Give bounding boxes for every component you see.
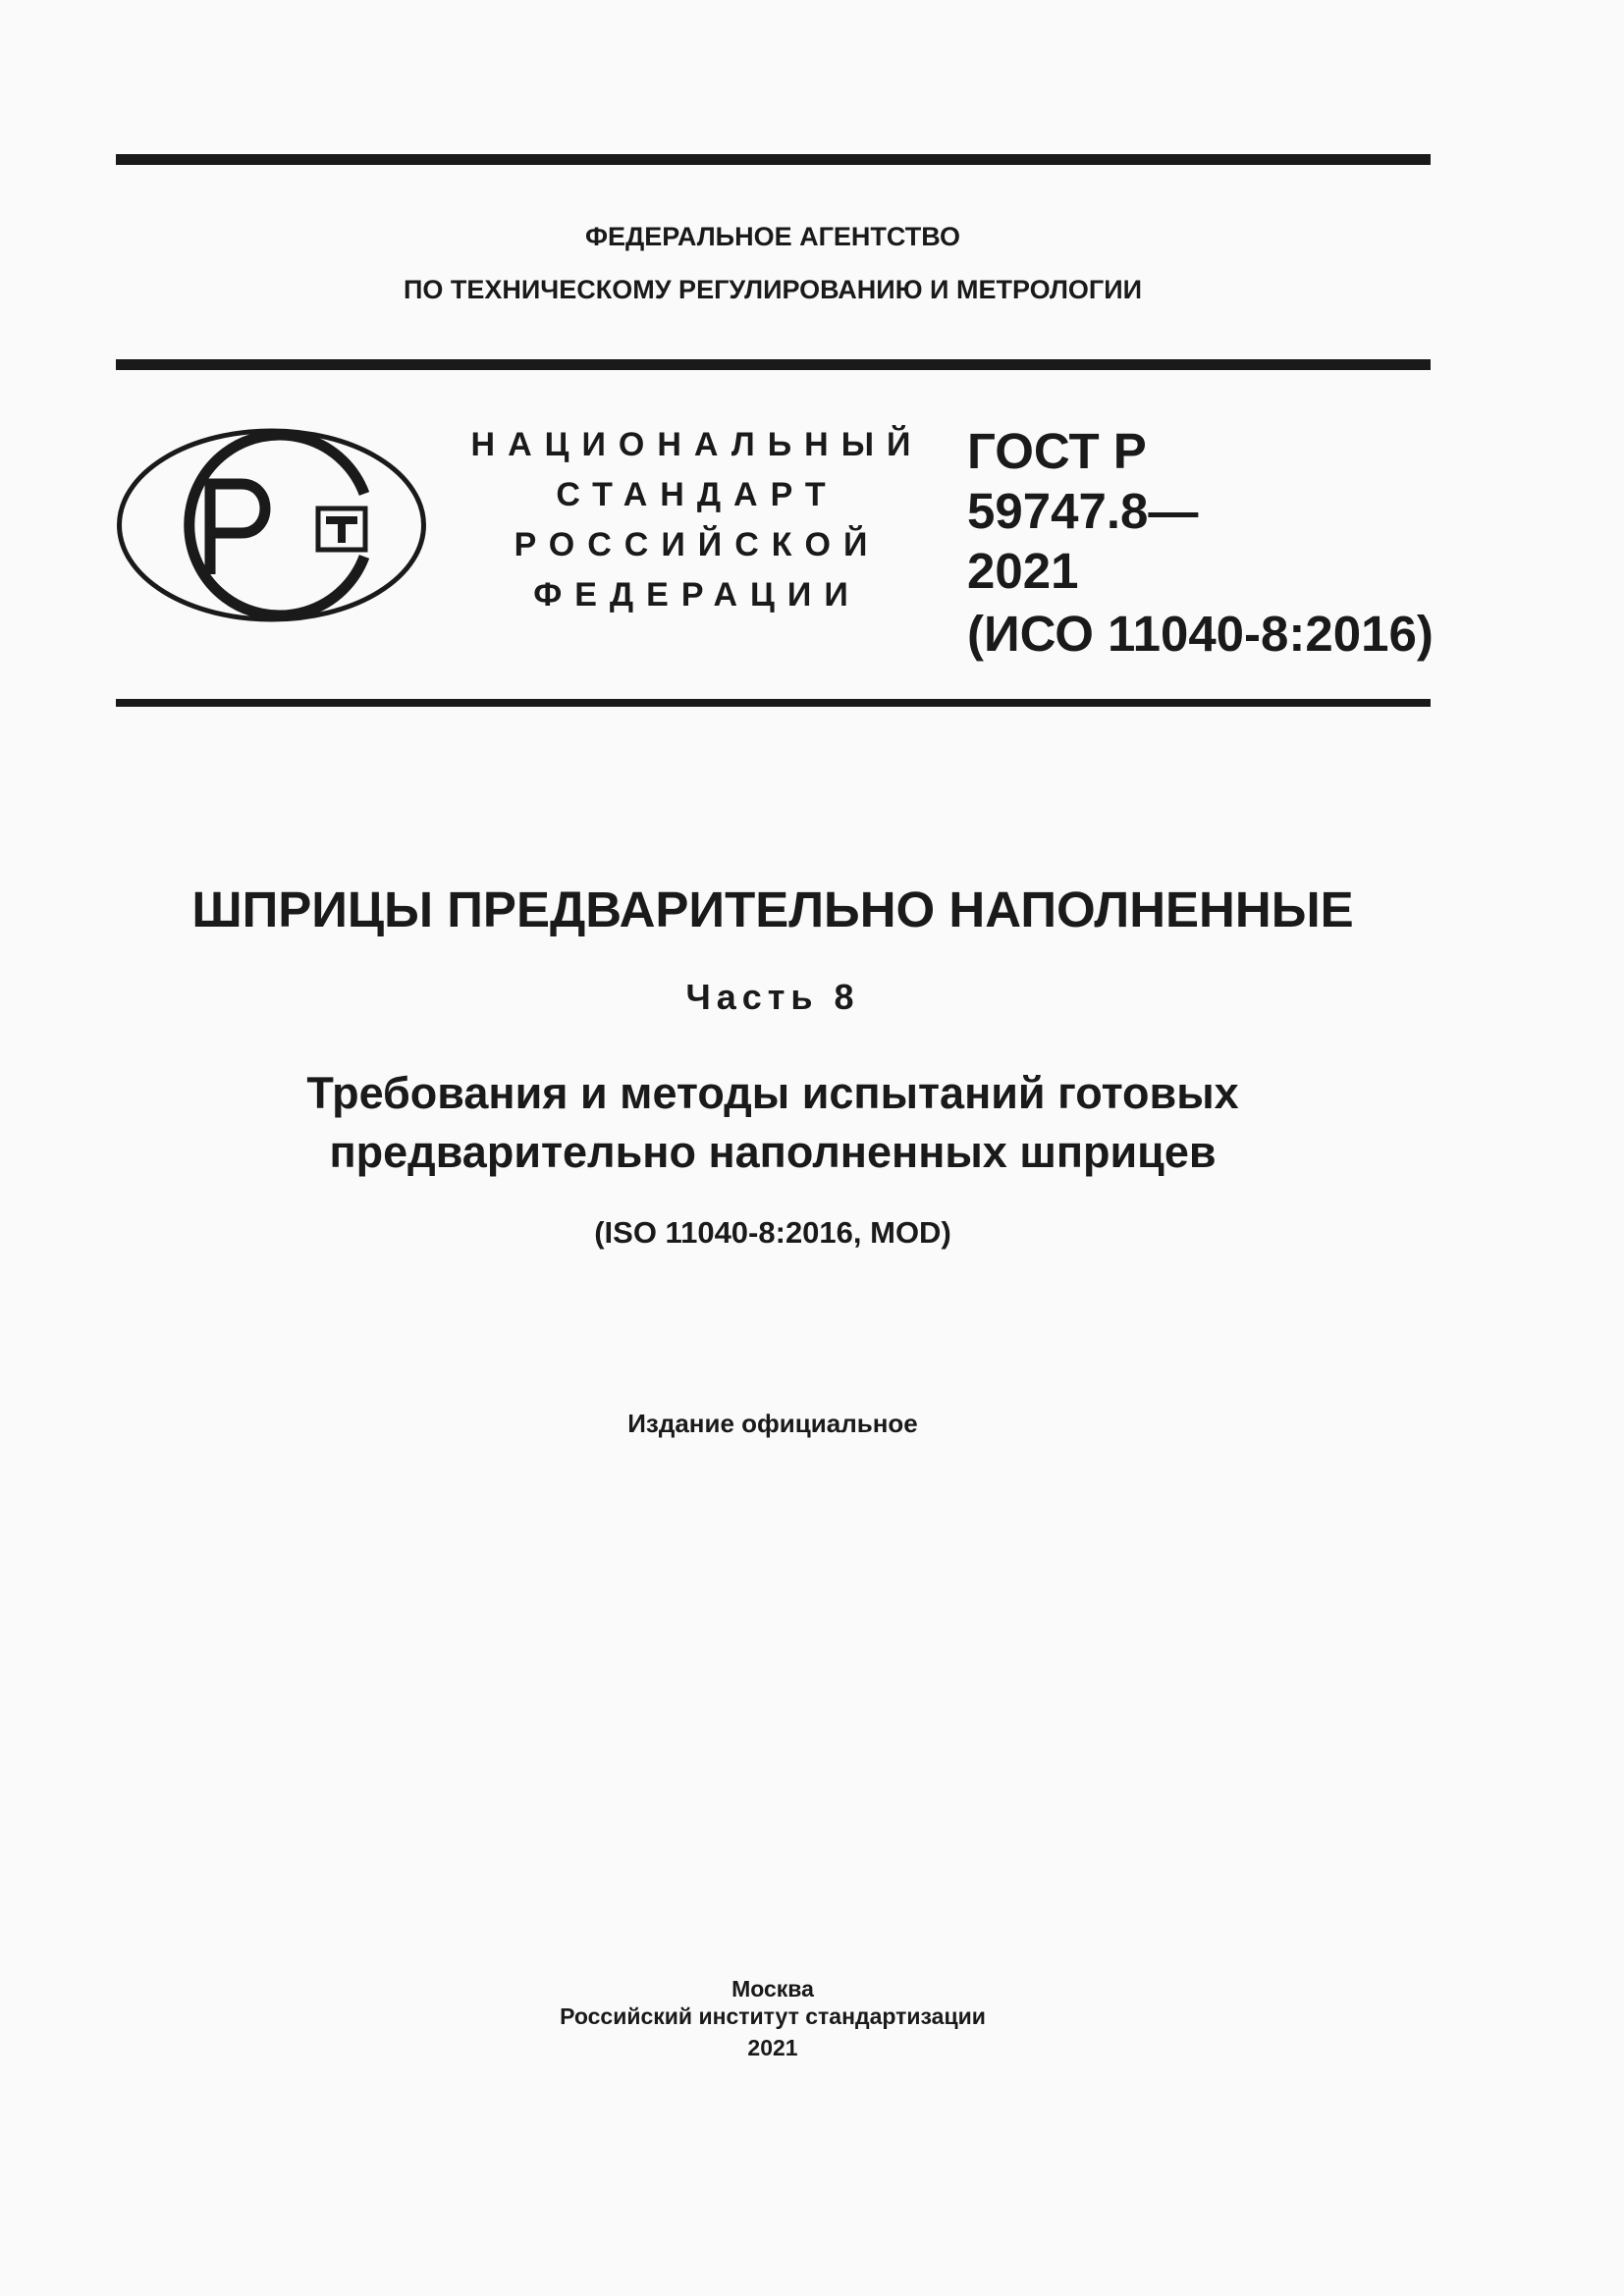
rst-certification-logo-icon bbox=[116, 427, 427, 623]
designation-line2: 59747.8— bbox=[967, 483, 1199, 539]
top-rule bbox=[116, 154, 1431, 165]
subtitle-line1: Требования и методы испытаний готовых bbox=[306, 1068, 1239, 1118]
publication-city: Москва bbox=[731, 1976, 814, 2002]
part-label: Часть 8 bbox=[685, 977, 860, 1017]
designation-line4: (ИСО 11040-8:2016) bbox=[967, 606, 1434, 662]
standard-type-line1: НАЦИОНАЛЬНЫЙ bbox=[470, 426, 924, 463]
publication-year: 2021 bbox=[747, 2035, 798, 2060]
standard-type-line4: ФЕДЕРАЦИИ bbox=[533, 576, 861, 614]
agency-name-line1: ФЕДЕРАЛЬНОЕ АГЕНТСТВО bbox=[584, 222, 961, 251]
designation-line3: 2021 bbox=[967, 543, 1079, 599]
header-divider-rule bbox=[116, 359, 1431, 370]
document-title: ШПРИЦЫ ПРЕДВАРИТЕЛЬНО НАПОЛНЕННЫЕ bbox=[191, 881, 1354, 937]
designation-divider-rule bbox=[116, 699, 1431, 707]
standard-type-line3: РОССИЙСКОЙ bbox=[514, 526, 881, 563]
designation-line1: ГОСТ Р bbox=[967, 423, 1147, 479]
subtitle-line2: предварительно наполненных шприцев bbox=[329, 1127, 1217, 1177]
iso-reference: (ISO 11040-8:2016, MOD) bbox=[594, 1215, 951, 1250]
edition-note: Издание официальное bbox=[627, 1409, 918, 1438]
standard-type-line2: СТАНДАРТ bbox=[556, 476, 839, 513]
agency-name-line2: ПО ТЕХНИЧЕСКОМУ РЕГУЛИРОВАНИЮ И МЕТРОЛОГИИ bbox=[403, 275, 1143, 304]
publisher-name: Российский институт стандартизации bbox=[560, 2003, 986, 2029]
